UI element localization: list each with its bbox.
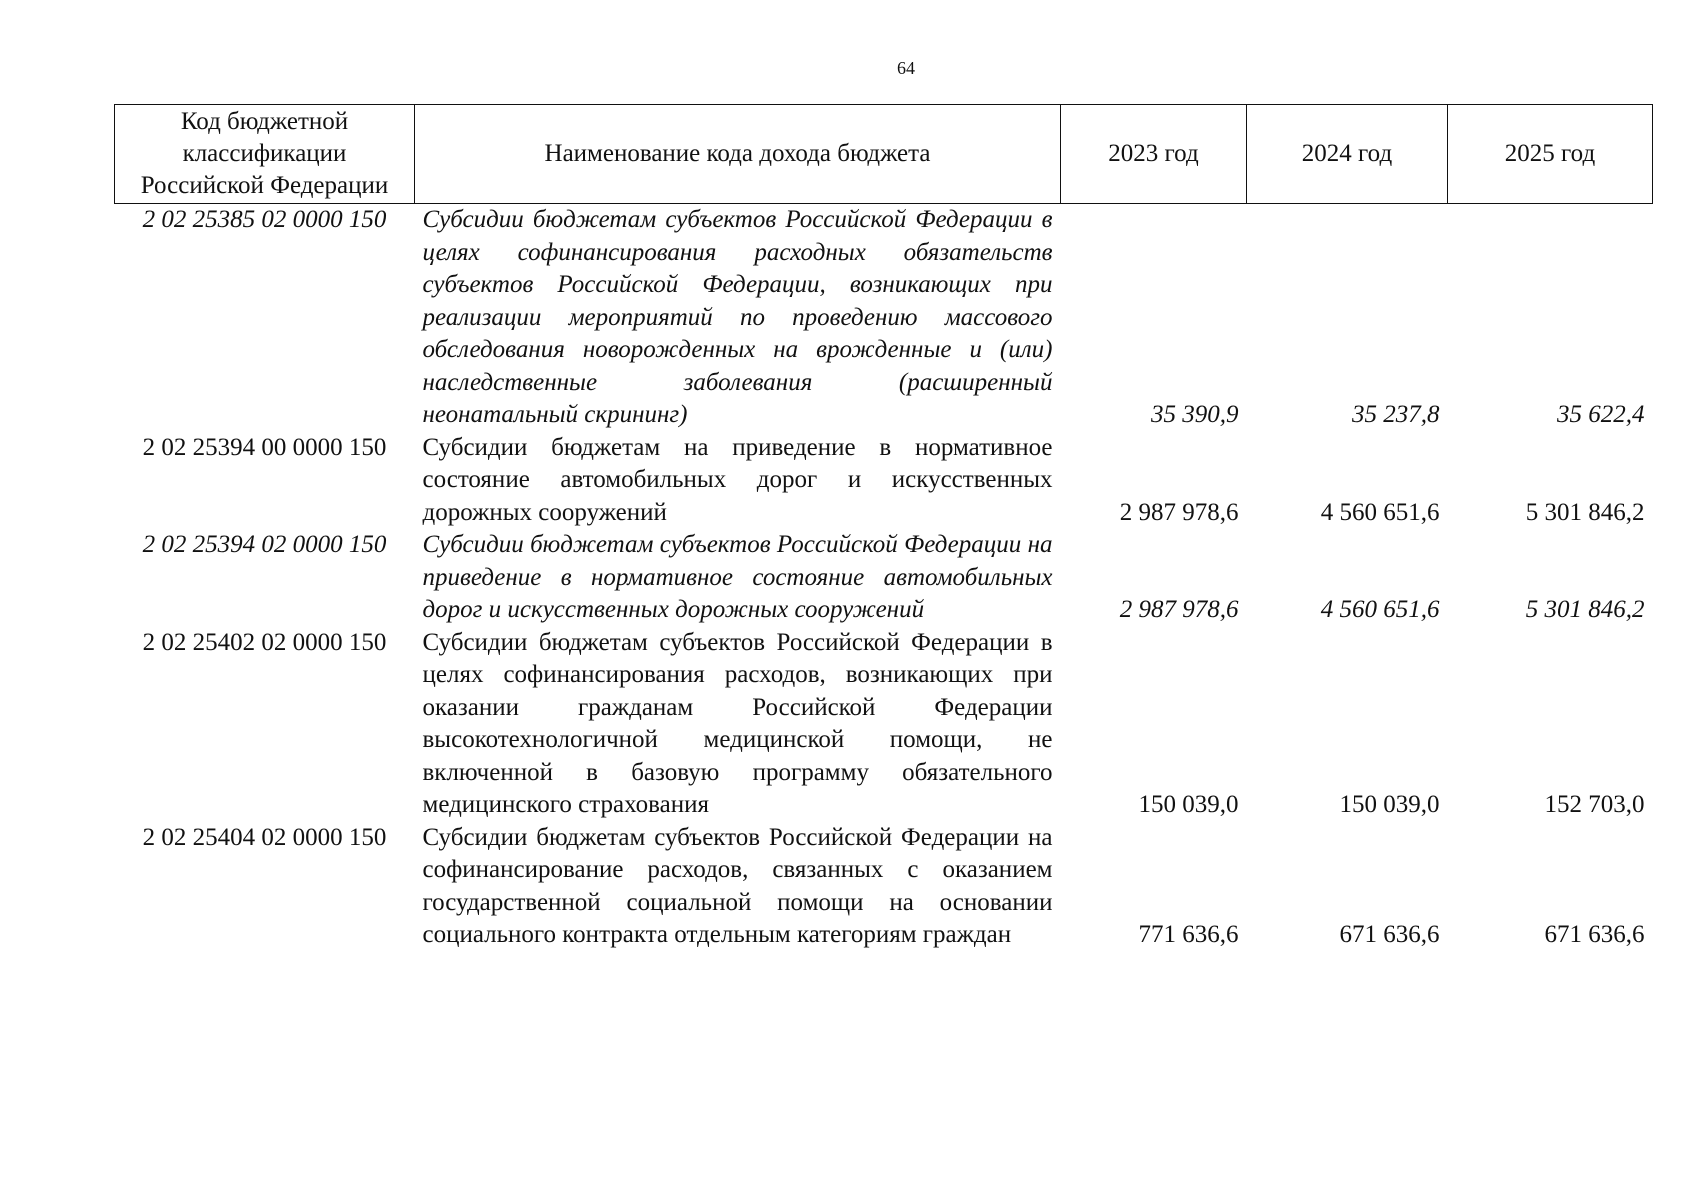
- row-value-2023: 2 987 978,6: [1119, 596, 1239, 623]
- row-value-2024: 150 039,0: [1339, 791, 1440, 818]
- table-row: [115, 822, 1653, 952]
- row-code: 2 02 25394 02 0000 150: [142, 531, 387, 558]
- row-name: Субсидии бюджетам субъектов Российской Федерации в целях софинансирования расходов, возникающих при оказании гражданам Российской Федерации высокотехнологичной медицинской помощи, не включенной в базовую программу обязательного медицинского страхования: [422, 628, 1053, 818]
- row-name: Субсидии бюджетам субъектов Российской Федерации в целях софинансирования расходных обязательств субъектов Российской Федерации, возникающих при реализации мероприятий по проведению массового обследования новорожденных на врожденные и (или) наследственные заболевания (расширенный неонатальный скрининг): [422, 206, 1053, 428]
- row-code: 2 02 25394 00 0000 150: [142, 433, 387, 461]
- row-value-2025: 5 301 846,2: [1525, 596, 1645, 623]
- row-name: Субсидии бюджетам субъектов Российской Федерации на приведение в нормативное состояние автомобильных дорог и искусственных дорожных сооружений: [422, 531, 1053, 623]
- row-value-2024: 35 237,8: [1352, 401, 1440, 428]
- row-value-2025: 35 622,4: [1557, 401, 1645, 428]
- row-value-2025: 671 636,6: [1544, 921, 1645, 948]
- row-value-2024: 671 636,6: [1339, 921, 1440, 948]
- row-name: Субсидии бюджетам на приведение в нормативное состояние автомобильных дорог и искусственных дорожных сооружений: [422, 433, 1053, 526]
- row-value-2023: 35 390,9: [1151, 401, 1239, 428]
- row-code: 2 02 25385 02 0000 150: [142, 206, 387, 233]
- row-code: 2 02 25404 02 0000 150: [142, 823, 387, 851]
- table-row: [115, 529, 1653, 627]
- header-name: Наименование кода дохода бюджета: [415, 105, 1061, 204]
- row-code: 2 02 25402 02 0000 150: [142, 628, 387, 656]
- row-value-2025: 5 301 846,2: [1525, 498, 1645, 526]
- row-value-2025: 152 703,0: [1544, 791, 1645, 818]
- row-value-2023: 150 039,0: [1138, 791, 1239, 818]
- row-name: Субсидии бюджетам субъектов Российской Федерации на софинансирование расходов, связанных с оказанием государственной социальной помощи на основании социального контракта отдельным категориям граждан: [422, 823, 1053, 948]
- header-year-2024: 2024 год: [1247, 105, 1448, 204]
- row-value-2024: 4 560 651,6: [1320, 498, 1440, 526]
- table-row: [115, 432, 1653, 530]
- row-value-2023: 2 987 978,6: [1119, 498, 1239, 526]
- header-code: Код бюджетной классификации Российской Федерации: [115, 105, 415, 204]
- page-number: 64: [897, 58, 915, 78]
- row-value-2024: 4 560 651,6: [1320, 596, 1440, 623]
- table-header-row: [115, 105, 1653, 204]
- budget-revenue-table: [114, 104, 1653, 952]
- header-year-2025: 2025 год: [1448, 105, 1653, 204]
- row-value-2023: 771 636,6: [1138, 921, 1239, 948]
- header-year-2023: 2023 год: [1061, 105, 1247, 204]
- table-row: [115, 204, 1653, 432]
- table-row: [115, 627, 1653, 822]
